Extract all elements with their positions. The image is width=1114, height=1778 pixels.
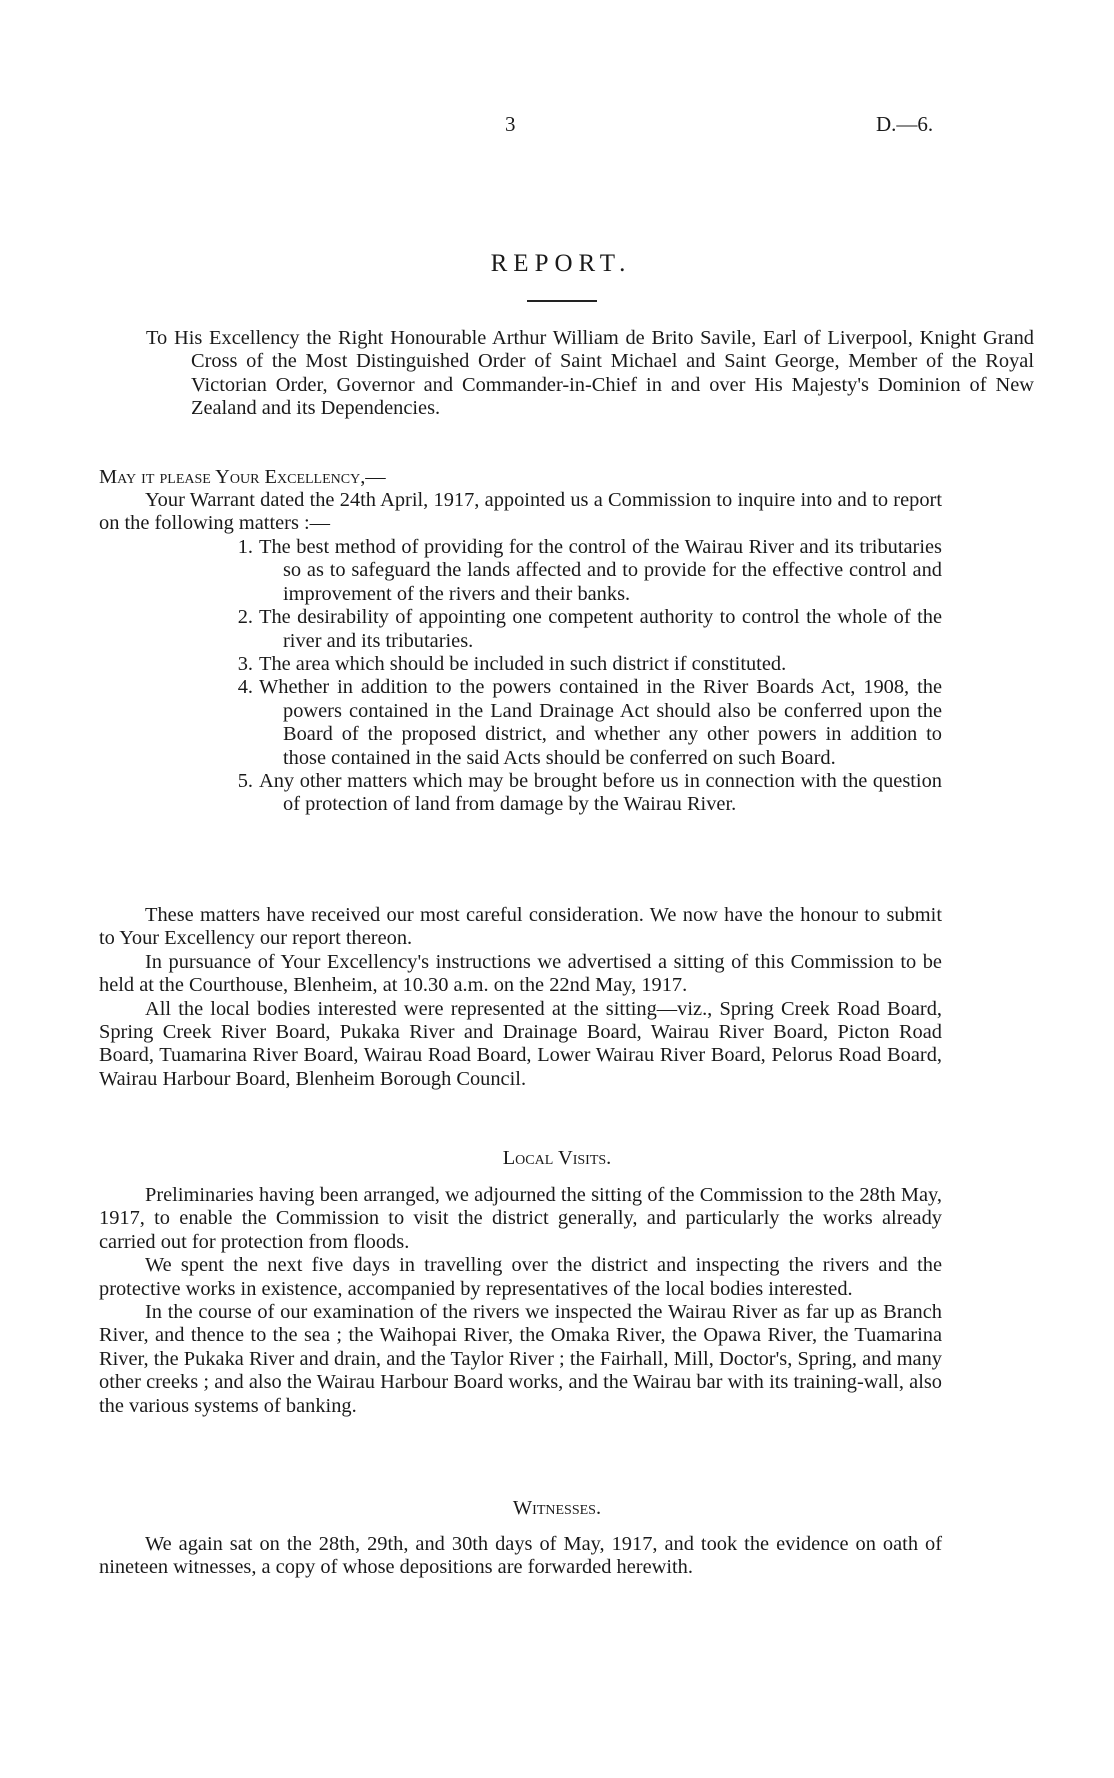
list-item-number: 2. bbox=[237, 606, 253, 629]
list-item-text: Whether in addition to the powers contained in the River Boards Act, 1908, the powers contained in the Land Drainage Act should also be conferred upon the Board of the proposed district, and whether any other powers in addition to those contained in the said Acts should be conferred on such Board. bbox=[259, 676, 942, 769]
intro-paragraph bbox=[99, 489, 942, 536]
addressee-paragraph: To His Excellency the Right Honourable Arthur William de Brito Savile, Earl of Liverpool, Knight Grand Cross of the Most Distinguished Order of Saint Michael and Saint George, Member of the Royal Victorian Order, Governor and Commander-in-Chief in and over His Majesty's Dominion of New Zealand and its Dependencies. bbox=[146, 327, 1034, 420]
body-paragraph: All the local bodies interested were represented at the sitting—viz., Spring Creek Road Board, Spring Creek River Board, Pukaka River and Drainage Board, Wairau River Board, Picton Road Board, Tuamarina River Board, Wairau Road Board, Lower Wairau River Board, Pelorus Road Board, Wairau Harbour Board, Blenheim Borough Council. bbox=[99, 997, 942, 1090]
salutation: May it please Your Excellency,— bbox=[99, 466, 386, 488]
list-item bbox=[99, 770, 942, 817]
list-item-number: 3. bbox=[237, 653, 253, 676]
matters-list bbox=[99, 536, 942, 817]
body-paragraph: We again sat on the 28th, 29th, and 30th days of May, 1917, and took the evidence on oath of nineteen witnesses, a copy of whose depositions are forwarded herewith. bbox=[99, 1533, 942, 1579]
body-section-2 bbox=[99, 1184, 942, 1418]
list-item bbox=[99, 653, 942, 676]
list-item-text: The area which should be included in such district if constituted. bbox=[259, 653, 787, 676]
page-number: 3 bbox=[505, 112, 516, 136]
section-heading-local-visits: Local Visits. bbox=[502, 1147, 612, 1169]
title-rule bbox=[527, 300, 597, 302]
body-section-1 bbox=[99, 904, 942, 1091]
report-title: REPORT. bbox=[490, 250, 632, 277]
list-item bbox=[99, 676, 942, 770]
body-paragraph: We spent the next five days in travelling over the district and inspecting the rivers and the protective works in existence, accompanied by representatives of the local bodies interested. bbox=[99, 1254, 942, 1300]
list-item-text: The desirability of appointing one competent authority to control the whole of the river and its tributaries. bbox=[259, 606, 942, 652]
intro-text: Your Warrant dated the 24th April, 1917, appointed us a Commission to inquire into and to report on the following matters :— bbox=[99, 489, 942, 535]
body-paragraph: In the course of our examination of the rivers we inspected the Wairau River as far up as Branch River, and thence to the sea ; the Waihopai River, the Omaka River, the Opawa River, the Tuamarina River, the Pukaka River and drain, and the Taylor River ; the Fairhall, Mill, Doctor's, Spring, and many other creeks ; and also the Wairau Harbour Board works, and the Wairau bar with its training-wall, also the various systems of banking. bbox=[99, 1301, 942, 1417]
section-heading-witnesses: Witnesses. bbox=[512, 1497, 602, 1519]
list-item bbox=[99, 606, 942, 653]
list-item-number: 5. bbox=[237, 770, 253, 793]
body-paragraph: Preliminaries having been arranged, we adjourned the sitting of the Commission to the 28th May, 1917, to enable the Commission to visit the district generally, and particularly the works already carried out for protection from floods. bbox=[99, 1184, 942, 1253]
list-item-number: 1. bbox=[237, 536, 253, 558]
list-item-number: 4. bbox=[237, 676, 253, 699]
document-reference: D.—6. bbox=[876, 112, 934, 136]
list-item-text: The best method of providing for the control of the Wairau River and its tributaries so as to safeguard the lands affected and to provide for the effective control and improvement of the rivers and their banks. bbox=[259, 536, 942, 605]
list-item bbox=[99, 536, 942, 606]
body-paragraph: These matters have received our most careful consideration. We now have the honour to submit to Your Excellency our report thereon. bbox=[99, 904, 942, 950]
body-section-3 bbox=[99, 1533, 942, 1580]
list-item-text: Any other matters which may be brought before us in connection with the question of protection of land from damage by the Wairau River. bbox=[259, 770, 942, 816]
body-paragraph: In pursuance of Your Excellency's instructions we advertised a sitting of this Commission to be held at the Courthouse, Blenheim, at 10.30 a.m. on the 22nd May, 1917. bbox=[99, 950, 942, 997]
